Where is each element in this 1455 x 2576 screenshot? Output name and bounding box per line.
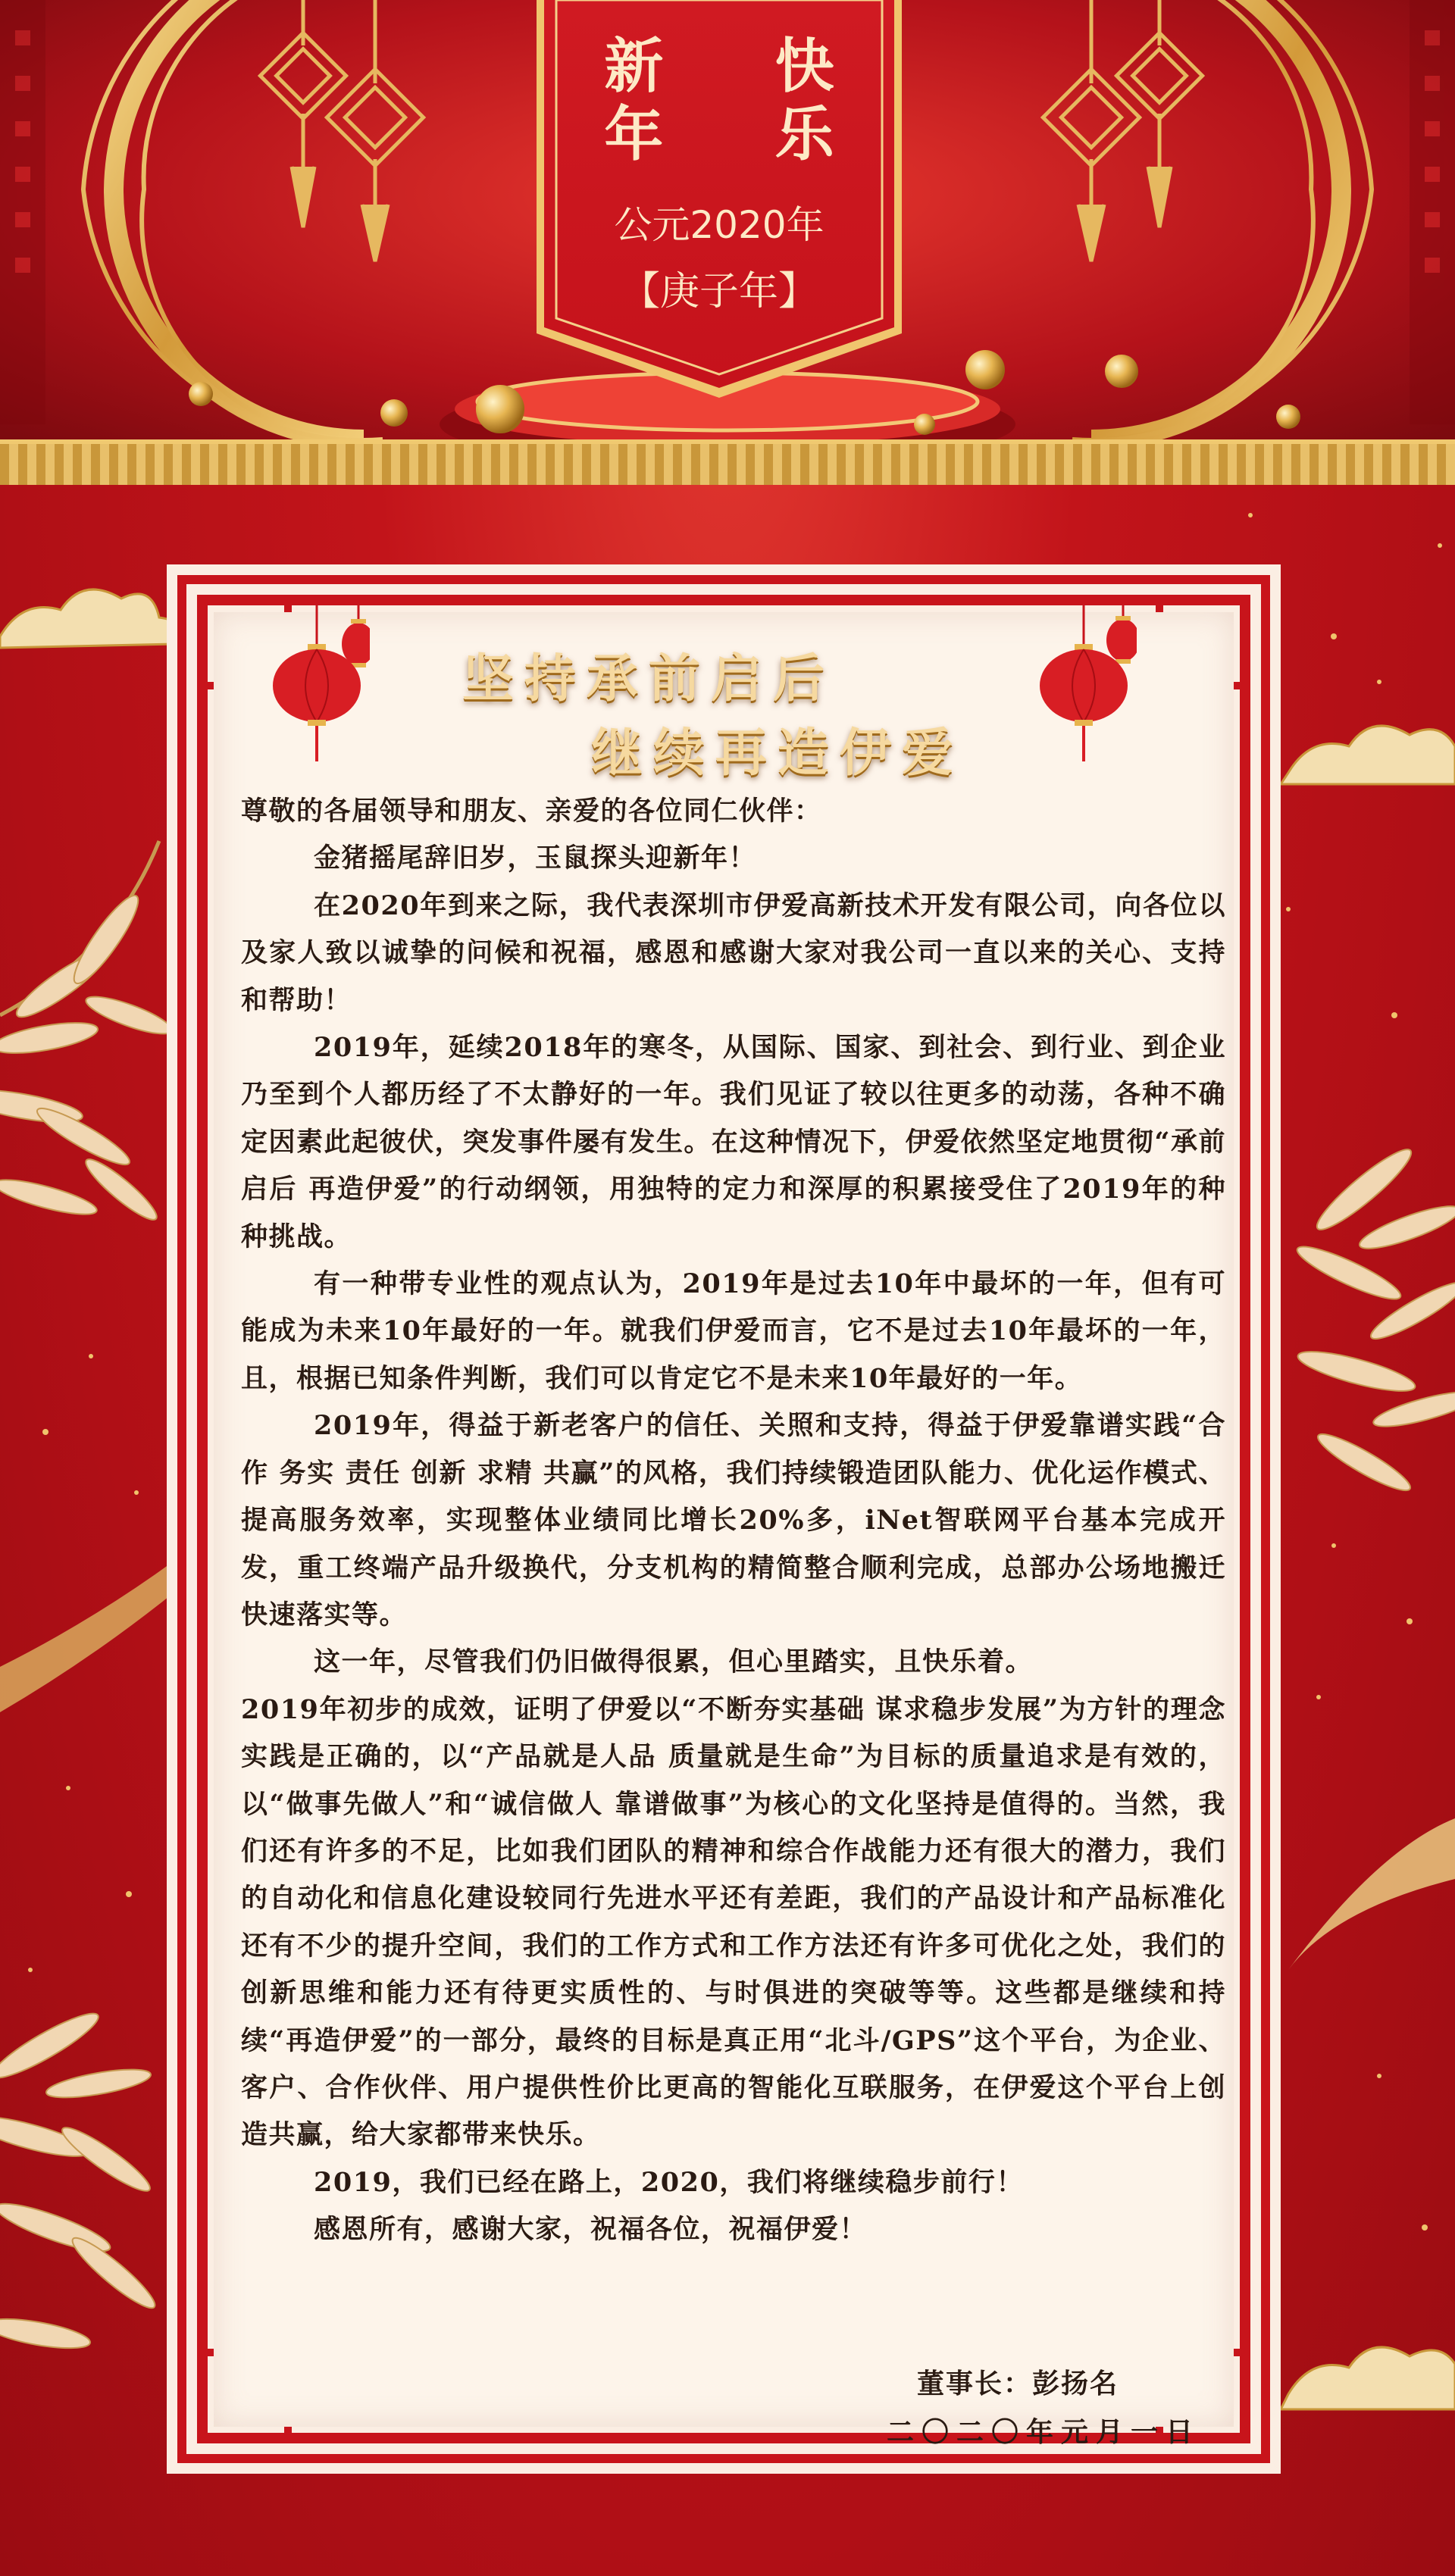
gold-ribbon-right (1288, 1818, 1455, 1970)
lantern-left (264, 602, 370, 769)
letter-paragraph: 2019年，延续2018年的寒冬，从国际、国家、到社会、到行业、到企业乃至到个人都历经了不太静好的一年。我们见证了较以往更多的动荡，各种不确定因素此起彼伏，突发事件屡有发生。在这种情况下，伊爱依然坚定地贯彻“承前启后 再造伊爱”的行动纲领，用独特的定力和深厚的积累接受住了2019年的种种挑战。 (241, 1032, 1226, 1252)
letter-paragraph: 在2020年到来之际，我代表深圳市伊爱高新技术开发有限公司，向各位以及家人致以诚挚的问候和祝福，感恩和感谢大家对我公司一直以来的关心、支持和帮助！ (241, 889, 1226, 1016)
letter-title-line2: 继续再造伊爱 (591, 724, 965, 783)
banner-ganzhi: 【庚子年】 (620, 269, 818, 314)
leaf-sprig-right (1293, 1141, 1455, 1498)
letter-title-line1: 坚持承前启后 (462, 649, 836, 709)
cloud-left (0, 589, 180, 648)
letter-closing: 2019，我们已经在路上，2020，我们将继续稳步前行！ (314, 2166, 1024, 2198)
cloud-right (1281, 726, 1455, 784)
gold-ribbon-left (0, 1561, 176, 1712)
header-stage (0, 0, 1455, 485)
letter-body (241, 788, 1226, 2254)
banner-year: 公元2020年 (614, 203, 824, 247)
letter-closing: 感恩所有，感谢大家，祝福各位，祝福伊爱！ (314, 2214, 868, 2246)
leaf-sprig-left-top (0, 841, 175, 1227)
cloud-bottom-right (1281, 2347, 1455, 2409)
lantern-right (1031, 602, 1137, 769)
letter-paragraph: 2019年，得益于新老客户的信任、关照和支持，得益于伊爱靠谱实践“合作 务实 责任 创新 求精 共赢”的风格，我们持续锻造团队能力、优化运作模式、提高服务效率，实现整体业绩同比增长20%多，iNet智联网平台基本完成开发，重工终端产品升级换代，分支机构的精简整合顺利完成，总部办公场地搬迁快速落实等。 (241, 1410, 1226, 1630)
signature: 董事长：彭扬名 (917, 2368, 1119, 2399)
letter-paragraph: 这一年，尽管我们仍旧做得很累，但心里踏实，且快乐着。 (314, 1646, 1034, 1678)
letter-date: 二〇二〇年元月一日 (887, 2416, 1201, 2448)
leaf-sprig-left-bottom (0, 2005, 161, 2354)
banner-text-line1: 新 快 (604, 33, 880, 101)
gold-pattern-border (0, 439, 1455, 485)
banner-text-line2: 年 乐 (604, 101, 880, 169)
checker-pattern-right (1410, 0, 1455, 424)
letter-paragraph: 有一种带专业性的观点认为，2019年是过去10年中最坏的一年，但有可能成为未来10年最好的一年。就我们伊爱而言，它不是过去10年最坏的一年，且，根据已知条件判断，我们可以肯定它不是未来10年最好的一年。 (241, 1268, 1226, 1394)
letter-salutation: 尊敬的各届领导和朋友、亲爱的各位同仁伙伴： (241, 796, 822, 827)
letter-paragraph-long: 2019年初步的成效，证明了伊爱以“不断夯实基础 谋求稳步发展”为方针的理念实践是正确的，以“产品就是人品 质量就是生命”为目标的质量追求是有效的，以“做事先做人”和“诚信做人 靠谱做事”为核心的文化坚持是值得的。当然，我们还有许多的不足，比如我们团队的精神和综合作战能力还有很大的潜力，我们的自动化和信息化建设较同行先进水平还有差距，我们的产品设计和产品标准化还有不少的提升空间，我们的工作方式和工作方法还有许多可优化之处，我们的创新思维和能力还有待更实质性的、与时俱进的突破等等。这些都是继续和持续“再造伊爱”的一部分，最终的目标是真正用“北斗/GPS”这个平台，为企业、客户、合作伙伴、用户提供性价比更高的智能化互联服务，在伊爱这个平台上创造共赢，给大家都带来快乐。 (241, 1693, 1226, 2151)
checker-pattern-left (0, 0, 45, 424)
letter-paragraph: 金猪摇尾辞旧岁，玉鼠探头迎新年！ (314, 843, 757, 874)
new-year-banner (537, 0, 902, 398)
